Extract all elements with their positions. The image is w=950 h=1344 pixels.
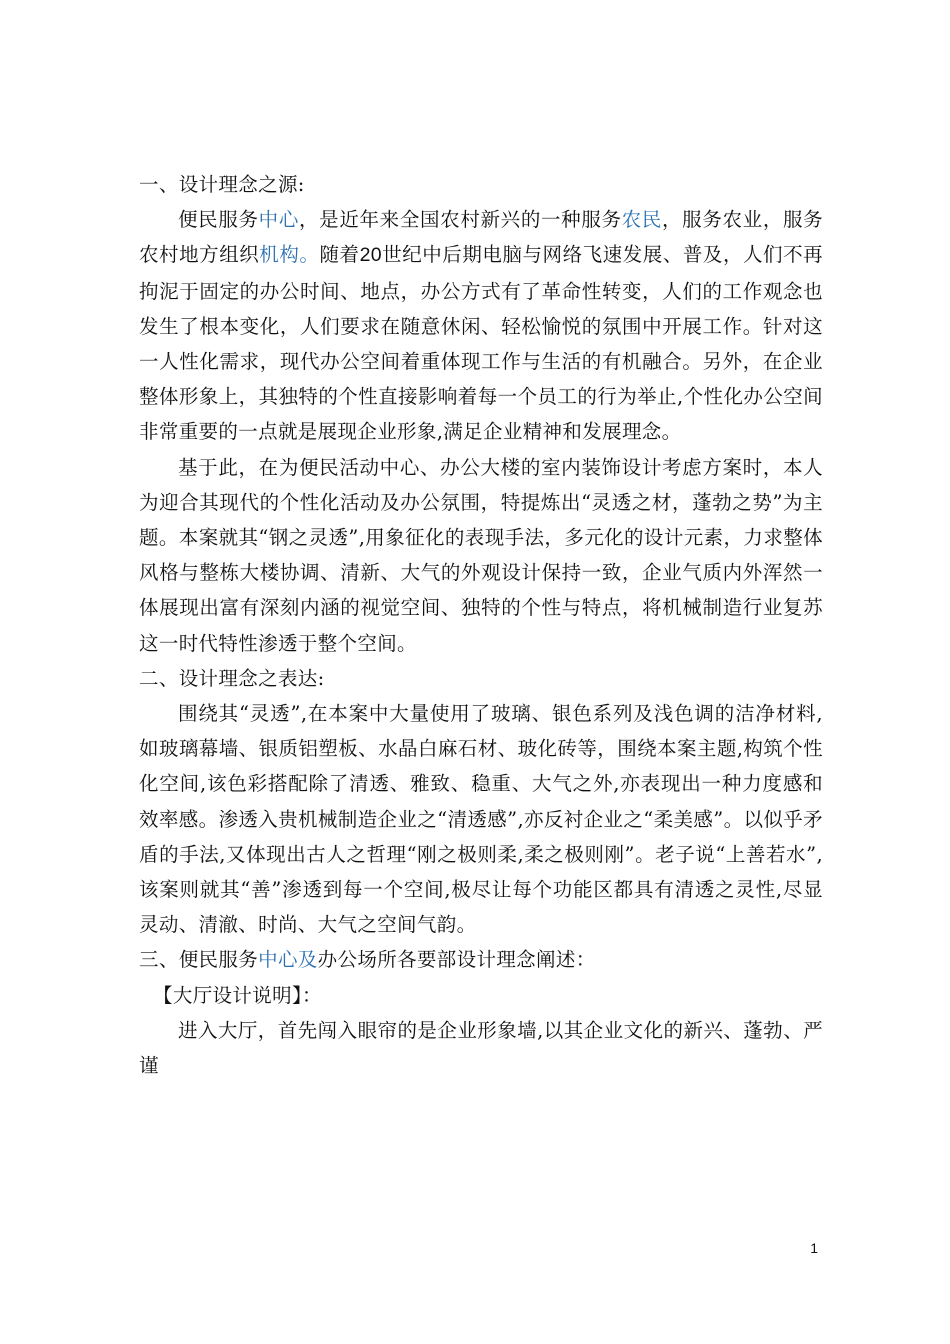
paragraph-1-number: 20 bbox=[359, 244, 382, 267]
paragraph-3: 围绕其“灵透”,在本案中大量使用了玻璃、银色系列及浅色调的洁净材料,如玻璃幕墙、银质铝塑板、水晶白麻石材、玻化砖等，围绕本案主题,构筑个性化空间,该色彩搭配除了清透、雅致、稳重、大气之外,亦表现出一种力度感和效率感。渗透入贵机械制造企业之“清透感”,亦反衬企业之“柔美感”。以似乎矛盾的手法,又体现出古人之哲理“刚之极则柔,柔之极则刚”。老子说“上善若水”,该案则就其“善”渗透到每一个空间,极尽让每个功能区都具有清透之灵性,尽显灵动、清澈、时尚、大气之空间气韵。 bbox=[139, 702, 823, 937]
link-center[interactable]: 中心 bbox=[258, 208, 300, 232]
section-heading-3-text-b: 办公场所各要部设计理念阐述： bbox=[317, 948, 596, 972]
paragraph-1-text-c: ，服务农业，服务农村地方组织 bbox=[139, 208, 824, 267]
page-number: 1 bbox=[810, 1240, 818, 1256]
link-farmers[interactable]: 农民 bbox=[621, 208, 662, 232]
paragraph-2: 基于此，在为便民活动中心、办公大楼的室内装饰设计考虑方案时，本人为迎合其现代的个性化活动及办公氛围，特提炼出“灵透之材，蓬勃之势”为主题。本案就其“钢之灵透”,用象征化的表现手法，多元化的设计元素，力求整体风格与整栋大楼协调、清新、大气的外观设计保持一致，企业气质内外浑然一体展现出富有深刻内涵的视觉空间、独特的个性与特点，将机械制造行业复苏这一时代特性渗透于整个空间。 bbox=[139, 455, 823, 655]
section-heading-3-text-a: 三、便民服务 bbox=[139, 948, 259, 972]
paragraph-1-text-a: 便民服务 bbox=[178, 208, 259, 232]
paragraph-1 bbox=[139, 202, 823, 449]
section-heading-3 bbox=[139, 942, 823, 977]
document-body bbox=[139, 167, 823, 1083]
paragraph-1-text-d: 随着 bbox=[319, 243, 360, 267]
link-center-and[interactable]: 中心及 bbox=[258, 948, 318, 972]
section-heading-2: 二、设计理念之表达: bbox=[139, 666, 325, 690]
paragraph-1-text-e: 世纪中后期电脑与网络飞速发展、普及，人们不再拘泥于固定的办公时间、地点，办公方式有了革命性转变，人们的工作观念也发生了根本变化，人们要求在随意休闲、轻松愉悦的氛围中开展工作。针对这一人性化需求，现代办公空间着重体现工作与生活的有机融合。另外，在企业整体形象上，其独特的个性直接影响着每一个员工的行为举止,个性化办公空间非常重要的一点就是展现企业形象,满足企业精神和发展理念。 bbox=[139, 243, 824, 444]
paragraph-1-text-b: ，是近年来全国农村新兴的一种服务 bbox=[299, 208, 622, 232]
paragraph-4: 进入大厅，首先闯入眼帘的是企业形象墙,以其企业文化的新兴、蓬勃、严谨 bbox=[139, 1018, 823, 1078]
section-heading-1: 一、设计理念之源: bbox=[139, 173, 305, 196]
link-institution[interactable]: 机构。 bbox=[259, 243, 320, 267]
subheading-lobby: 【大厅设计说明】： bbox=[153, 983, 322, 1007]
